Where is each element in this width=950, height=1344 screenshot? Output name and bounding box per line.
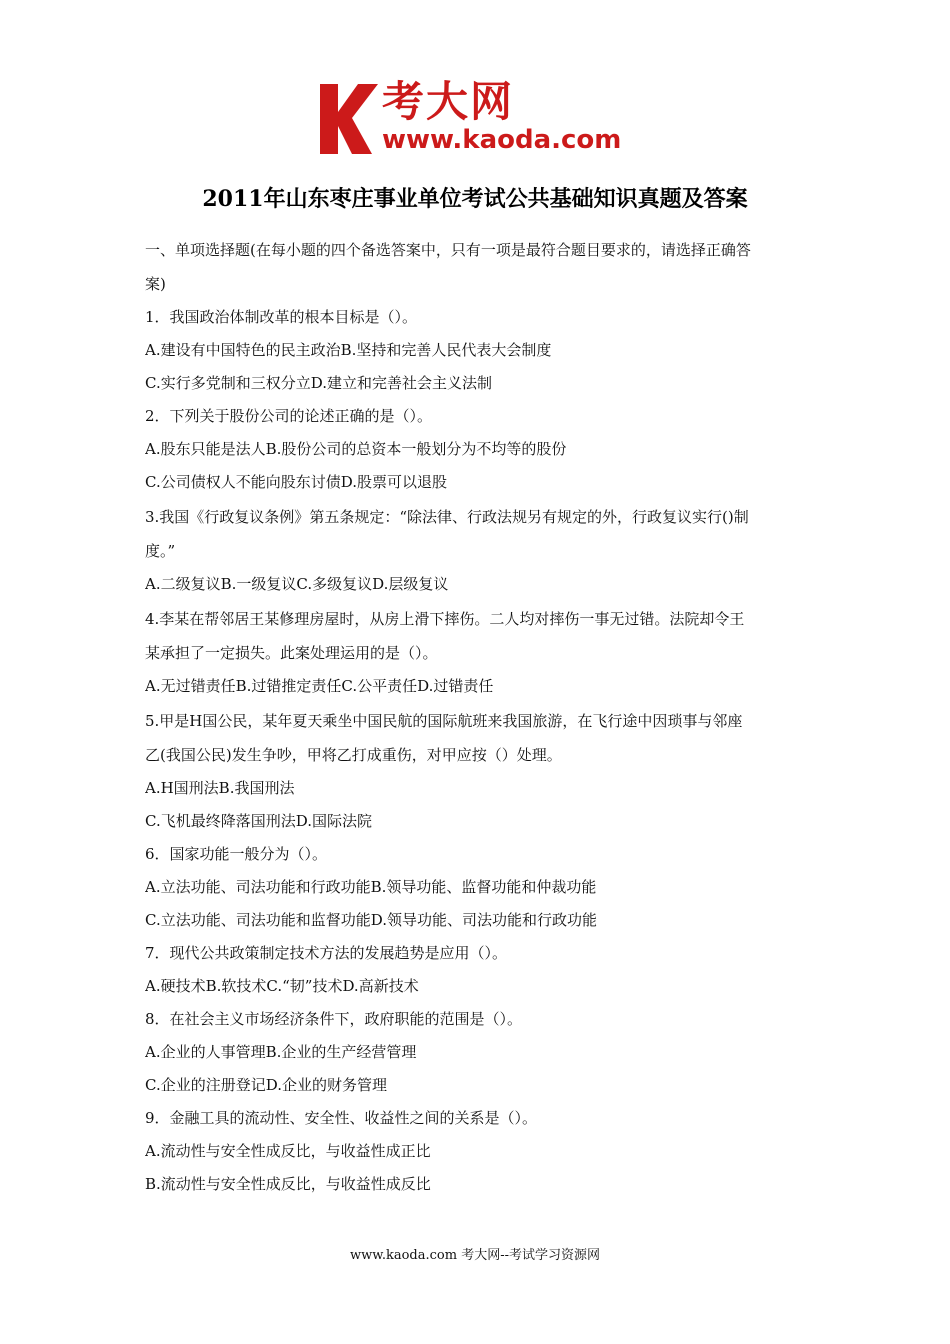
section-heading: 一、单项选择题(在每小题的四个备选答案中，只有一项是最符合题目要求的，请选择正确答	[145, 241, 751, 259]
question-3: 3.我国《行政复议条例》第五条规定：“除法律、行政法规另有规定的外，行政复议实行()制	[145, 508, 749, 526]
question-8-options-ab: A.企业的人事管理B.企业的生产经营管理	[145, 1043, 417, 1061]
question-4-cont: 某承担了一定损失。此案处理运用的是（）。	[145, 644, 438, 662]
question-4: 4.李某在帮邻居王某修理房屋时，从房上滑下摔伤。二人均对摔伤一事无过错。法院却令王	[145, 610, 745, 628]
document-body	[145, 232, 813, 1201]
question-5: 5.甲是H国公民，某年夏天乘坐中国民航的国际航班来我国旅游，在飞行途中因琐事与邻座	[145, 712, 743, 730]
question-7: 7．现代公共政策制定技术方法的发展趋势是应用（）。	[145, 944, 508, 962]
brand-url: www.kaoda.com	[382, 125, 622, 155]
question-4-options: A.无过错责任B.过错推定责任C.公平责任D.过错责任	[145, 677, 494, 695]
section-heading-cont: 案)	[145, 275, 166, 293]
question-6-options-cd: C.立法功能、司法功能和监督功能D.领导功能、司法功能和行政功能	[145, 911, 597, 929]
page-footer: www.kaoda.com 考大网--考试学习资源网	[350, 1248, 600, 1263]
question-9-option-a: A.流动性与安全性成反比，与收益性成正比	[145, 1142, 431, 1160]
question-9: 9．金融工具的流动性、安全性、收益性之间的关系是（）。	[145, 1109, 538, 1127]
question-2-options-ab: A.股东只能是法人B.股份公司的总资本一般划分为不均等的股份	[145, 440, 567, 458]
question-5-cont: 乙(我国公民)发生争吵，甲将乙打成重伤，对甲应按（）处理。	[145, 746, 562, 764]
question-9-option-b: B.流动性与安全性成反比，与收益性成反比	[145, 1175, 431, 1193]
question-5-options-ab: A.H国刑法B.我国刑法	[145, 779, 295, 797]
k-logo-icon	[318, 82, 378, 156]
document-title: 2011年山东枣庄事业单位考试公共基础知识真题及答案	[202, 186, 748, 212]
brand-name-cn: 考大网	[382, 77, 515, 126]
question-2-options-cd: C.公司债权人不能向股东讨债D.股票可以退股	[145, 473, 447, 491]
question-2: 2．下列关于股份公司的论述正确的是（）。	[145, 407, 433, 425]
question-8: 8．在社会主义市场经济条件下，政府职能的范围是（）。	[145, 1010, 523, 1028]
question-5-options-cd: C.飞机最终降落国刑法D.国际法院	[145, 812, 372, 830]
question-8-options-cd: C.企业的注册登记D.企业的财务管理	[145, 1076, 387, 1094]
question-1-options-ab: A.建设有中国特色的民主政治B.坚持和完善人民代表大会制度	[145, 341, 552, 359]
question-3-cont: 度。”	[145, 542, 176, 560]
question-1-options-cd: C.实行多党制和三权分立D.建立和完善社会主义法制	[145, 374, 492, 392]
question-1: 1．我国政治体制改革的根本目标是（）。	[145, 308, 418, 326]
kaoda-logo	[318, 78, 640, 162]
question-7-options: A.硬技术B.软技术C.“韧”技术D.高新技术	[145, 977, 419, 995]
question-6-options-ab: A.立法功能、司法功能和行政功能B.领导功能、监督功能和仲裁功能	[145, 878, 597, 896]
question-3-options: A.二级复议B.一级复议C.多级复议D.层级复议	[145, 575, 449, 593]
question-6: 6．国家功能一般分为（）。	[145, 845, 328, 863]
